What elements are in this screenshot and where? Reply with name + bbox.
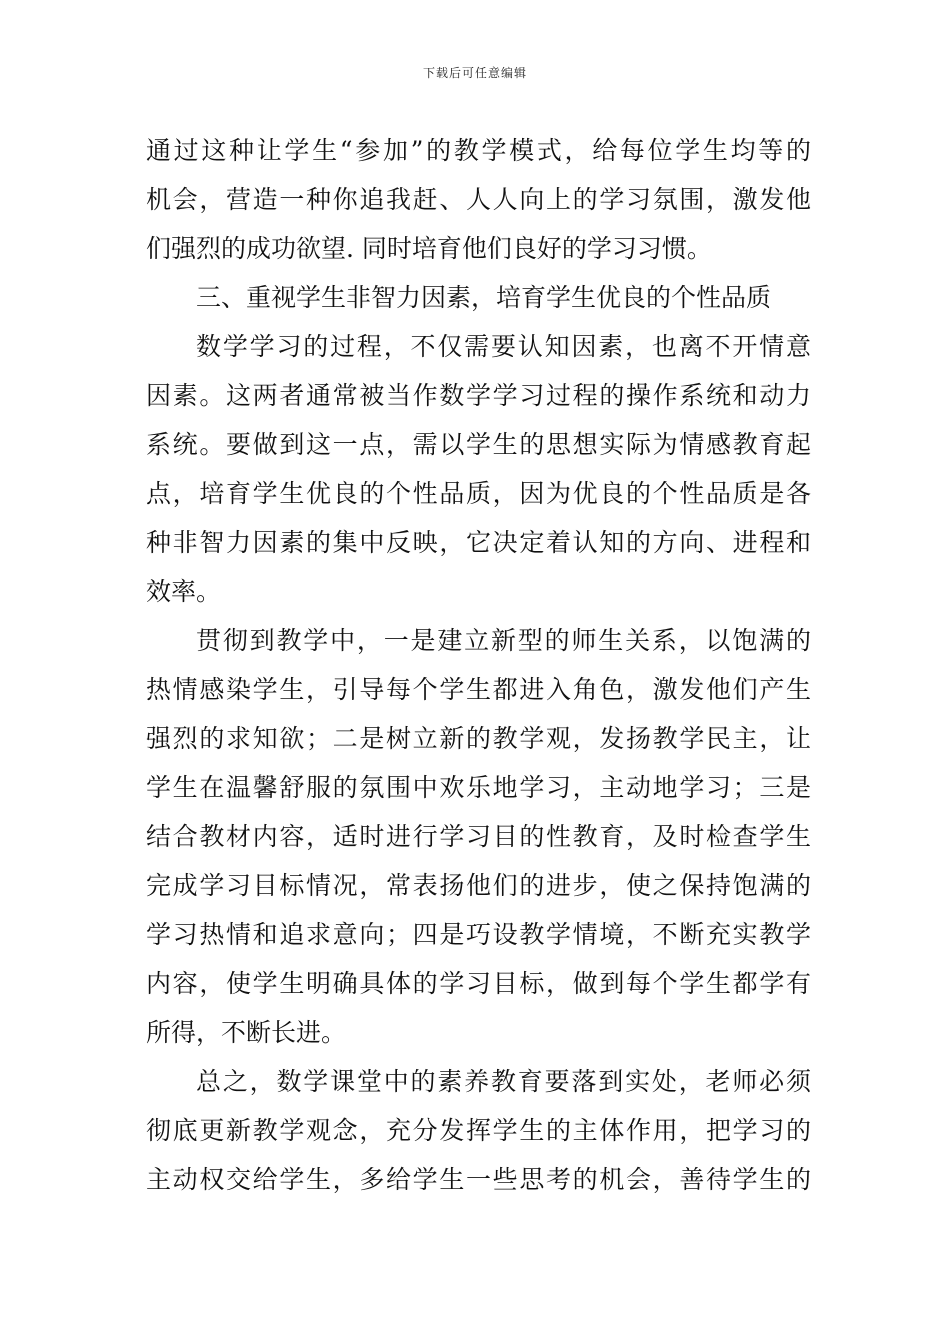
text-line: 完成学习目标情况，常表扬他们的进步，使之保持饱满的	[146, 871, 811, 900]
text-line: 所得，不断长进。	[146, 1018, 347, 1047]
text-line: 效率。	[146, 577, 222, 606]
section-heading: 三、重视学生非智力因素，培育学生优良的个性品质	[196, 283, 772, 312]
text-line: 学习热情和追求意向；四是巧设教学情境，不断充实教学	[146, 920, 811, 949]
text-line: 贯彻到教学中，一是建立新型的师生关系，以饱满的	[196, 626, 811, 655]
header-note: 下载后可任意编辑	[422, 66, 527, 80]
text-line: 数学学习的过程，不仅需要认知因素，也离不开情意	[196, 332, 811, 361]
text-line: 种非智力因素的集中反映，它决定着认知的方向、进程和	[146, 528, 811, 557]
text-line: 学生在温馨舒服的氛围中欢乐地学习，主动地学习；三是	[146, 773, 811, 802]
text-line: 强烈的求知欲；二是树立新的教学观，发扬教学民主，让	[146, 724, 811, 753]
text-line: 热情感染学生，引导每个学生都进入角色，激发他们产生	[146, 675, 811, 704]
text-line: 总之，数学课堂中的素养教育要落到实处，老师必须	[196, 1067, 811, 1096]
text-line: 内容，使学生明确具体的学习目标，做到每个学生都学有	[146, 969, 811, 998]
body-text	[146, 126, 811, 1204]
text-line: 结合教材内容，适时进行学习目的性教育，及时检查学生	[146, 822, 811, 851]
text-line: 点，培育学生优良的个性品质，因为优良的个性品质是各	[146, 479, 811, 508]
text-line: 通过这种让学生“参加”的教学模式，给每位学生均等的	[146, 136, 811, 165]
text-line: 机会，营造一种你追我赶、人人向上的学习氛围，激发他	[146, 185, 811, 214]
text-line: 彻底更新教学观念，充分发挥学生的主体作用，把学习的	[146, 1116, 811, 1145]
text-line: 系统。要做到这一点，需以学生的思想实际为情感教育起	[146, 430, 811, 459]
text-line: 们强烈的成功欲望. 同时培育他们良好的学习习惯。	[146, 234, 712, 263]
text-line: 主动权交给学生，多给学生一些思考的机会，善待学生的	[146, 1165, 811, 1194]
text-line: 因素。这两者通常被当作数学学习过程的操作系统和动力	[146, 381, 811, 410]
